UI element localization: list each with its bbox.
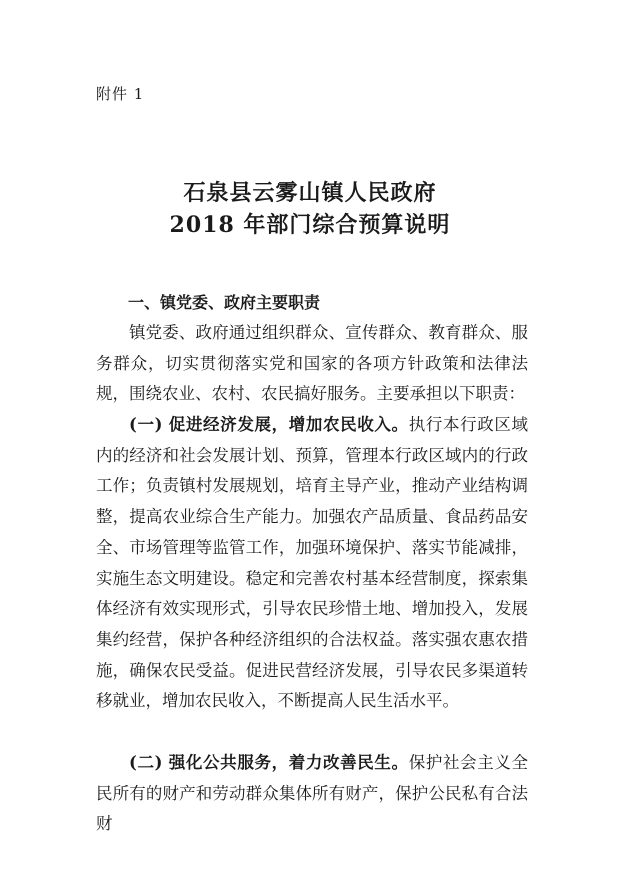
intro-paragraph-block bbox=[96, 318, 528, 410]
item-2-heading: (二) 强化公共服务，着力改善民生。 bbox=[129, 753, 409, 772]
document-title-line-2: 2018 年部门综合预算说明 bbox=[169, 212, 451, 238]
document-title-line-1: 石泉县云雾山镇人民政府 bbox=[183, 180, 437, 206]
item-1-block bbox=[96, 410, 528, 717]
section-heading: 一、镇党委、政府主要职责 bbox=[128, 293, 321, 312]
item-1-paragraph bbox=[96, 410, 528, 717]
item-2-text: 保护社会主义全民所有的财产和劳动群众集体所有财产，保护公民私有合法财 bbox=[96, 753, 529, 834]
item-1-heading: (一) 促进经济发展，增加农民收入。 bbox=[129, 415, 409, 434]
item-2-paragraph bbox=[96, 748, 528, 840]
item-2-block bbox=[96, 748, 528, 840]
intro-paragraph: 镇党委、政府通过组织群众、宣传群众、教育群众、服务群众，切实贯彻落实党和国家的各项方针政策和法律法规，围绕农业、农村、农民搞好服务。主要承担以下职责： bbox=[96, 323, 528, 404]
attachment-label: 附件 1 bbox=[96, 85, 145, 103]
item-1-text: 执行本行政区域内的经济和社会发展计划、预算，管理本行政区域内的行政工作；负责镇村发展规划，培育主导产业，推动产业结构调整，提高农业综合生产能力。加强农产品质量、食品药品安全、市场管理等监管工作，加强环境保护、落实节能减排，实施生态文明建设。稳定和完善农村基本经营制度，探索集体经济有效实现形式，引导农民珍惜土地、增加投入，发展集约经营，保护各种经济组织的合法权益。落实强农惠农措施，确保农民受益。促进民营经济发展，引导农民多渠道转移就业，增加农民收入，不断提高人民生活水平。 bbox=[96, 415, 529, 711]
